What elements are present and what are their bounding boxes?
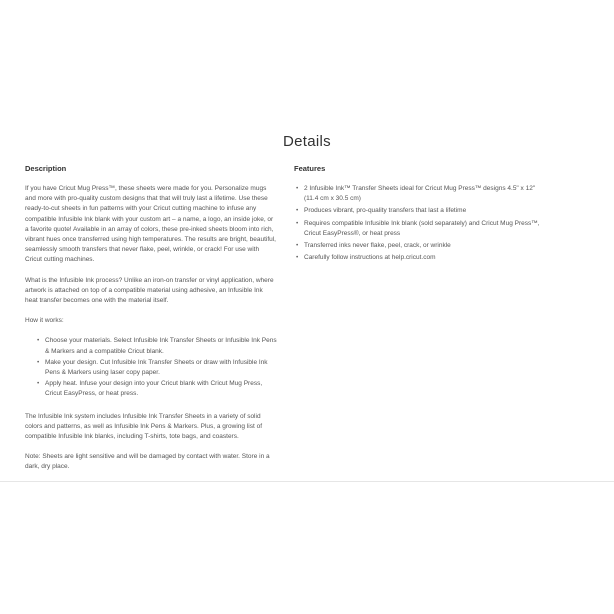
- description-column: [25, 164, 277, 483]
- list-item: • 2 Infusible Ink™ Transfer Sheets ideal for Cricut Mug Press™ designs 4.5" x 12" (11.4 cm x 30.5 cm): [296, 184, 544, 204]
- list-item: • Choose your materials. Select Infusible Ink Transfer Sheets or Infusible Ink Pens & Markers and a compatible Cricut blank.: [37, 336, 277, 356]
- description-heading: Description: [25, 164, 67, 173]
- list-item: • Requires compatible Infusible Ink blank (sold separately) and Cricut Mug Press™, Cricut EasyPress®, or heat press: [296, 219, 544, 239]
- section-divider: [0, 481, 614, 482]
- features-column: [294, 164, 544, 275]
- list-item: • Transferred inks never flake, peel, crack, or wrinkle: [296, 241, 544, 251]
- list-item: • Make your design. Cut Infusible Ink Transfer Sheets or draw with Infusible Ink Pens & Markers using laser copy paper.: [37, 358, 277, 378]
- features-heading: Features: [294, 164, 326, 173]
- list-item: • Carefully follow instructions at help.cricut.com: [296, 253, 544, 263]
- how-it-works-list: [25, 336, 277, 399]
- page-title: Details: [283, 133, 331, 150]
- list-item: • Produces vibrant, pro-quality transfers that last a lifetime: [296, 206, 544, 216]
- description-paragraph: If you have Cricut Mug Press™, these sheets were made for you. Personalize mugs and more with pro-quality custom designs that that will truly last a lifetime. Use these ready-to-cut sheets in fun patterns with your Cricut cutting machine to infuse any compatible Infusible Ink blank with your custom art – a name, a logo, an inside joke, or a favorite quote! Available in an array of colors, these pre-inked sheets bloom into rich, vibrant hues once transferred using high temperatures. The results are bright, beautiful, seamlessly smooth transfers that never flake, peel, wrinkle, or crack! For use with Cricut cutting machines.: [25, 185, 276, 264]
- storage-note: Note: Sheets are light sensitive and will be damaged by contact with water. Store in a dark, dry place.: [25, 453, 270, 471]
- how-it-works-label: How it works:: [25, 317, 64, 325]
- description-paragraph: What is the Infusible Ink process? Unlike an iron-on transfer or vinyl application, where artwork is attached on top of a compatible material using adhesive, an Infusible Ink heat transfer becomes one with the material itself.: [25, 276, 274, 305]
- description-paragraph: The Infusible Ink system includes Infusible Ink Transfer Sheets in a variety of solid colors and patterns, as well as Infusible Ink Pens & Markers. Plus, a growing list of compatible Infusible Ink blanks, including T-shirts, tote bags, and coasters.: [25, 412, 262, 441]
- list-item: • Apply heat. Infuse your design into your Cricut blank with Cricut Mug Press, Cricut EasyPress, or heat press.: [37, 379, 277, 399]
- features-list: [294, 184, 544, 263]
